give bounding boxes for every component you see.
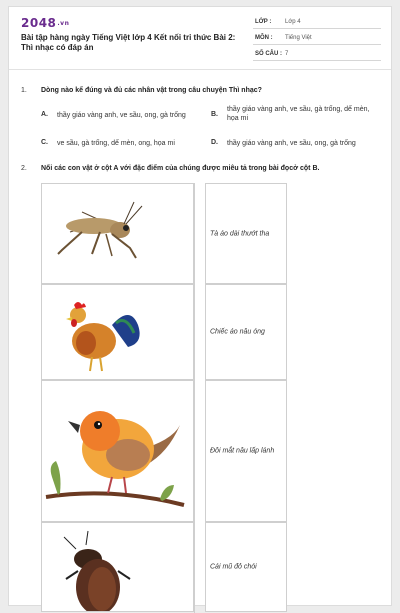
meta-grade: LỚP : Lớp 4 — [253, 15, 381, 29]
column-separator — [194, 183, 205, 613]
column-b-cell[interactable]: Cái mũ đỏ chói — [205, 522, 287, 612]
option-c[interactable]: C. ve sầu, gà trống, dế mèn, ong, họa mi — [41, 139, 175, 147]
option-a[interactable]: A. thầy giáo vàng anh, ve sầu, ong, gà trống — [41, 111, 186, 119]
column-b-cell[interactable]: Chiếc áo nâu óng — [205, 284, 287, 380]
robin-bird-image — [42, 381, 193, 521]
column-a-cell[interactable] — [41, 183, 194, 284]
column-b-cell[interactable]: Đôi mắt nâu lấp lánh — [205, 380, 287, 522]
column-a-cell[interactable] — [41, 380, 194, 522]
cicada-image — [42, 523, 193, 611]
column-a-cell[interactable] — [41, 284, 194, 380]
option-b[interactable]: B. thầy giáo vàng anh, ve sầu, gà trống, dế mèn, họa mi — [211, 106, 370, 122]
rooster-image — [42, 285, 193, 379]
option-d[interactable]: D. thầy giáo vàng anh, ve sầu, ong, gà trống — [211, 139, 356, 147]
meta-question-count: SỐ CÂU : 7 — [253, 47, 381, 61]
header-divider — [9, 69, 391, 70]
column-a-cell[interactable] — [41, 522, 194, 612]
site-logo[interactable]: 2048.vn — [21, 16, 70, 30]
question-1-number: 1. — [21, 87, 27, 94]
column-b-cell[interactable]: Tà áo dài thướt tha — [205, 183, 287, 284]
cricket-image — [42, 184, 193, 283]
question-1-text: Dòng nào kể đúng và đủ các nhân vật trong câu chuyện Thì nhạc? — [41, 87, 262, 94]
meta-subject: MÔN : Tiếng Việt — [253, 31, 381, 45]
worksheet-title: Bài tập hàng ngày Tiếng Việt lớp 4 Kết nối tri thức Bài 2: Thì nhạc có đáp án — [21, 33, 236, 52]
question-2-text: Nối các con vật ở cột A với đặc điểm của chúng được miêu tả trong bài đọcở cột B. — [41, 165, 320, 172]
question-2-number: 2. — [21, 165, 27, 172]
worksheet-page — [8, 6, 392, 606]
